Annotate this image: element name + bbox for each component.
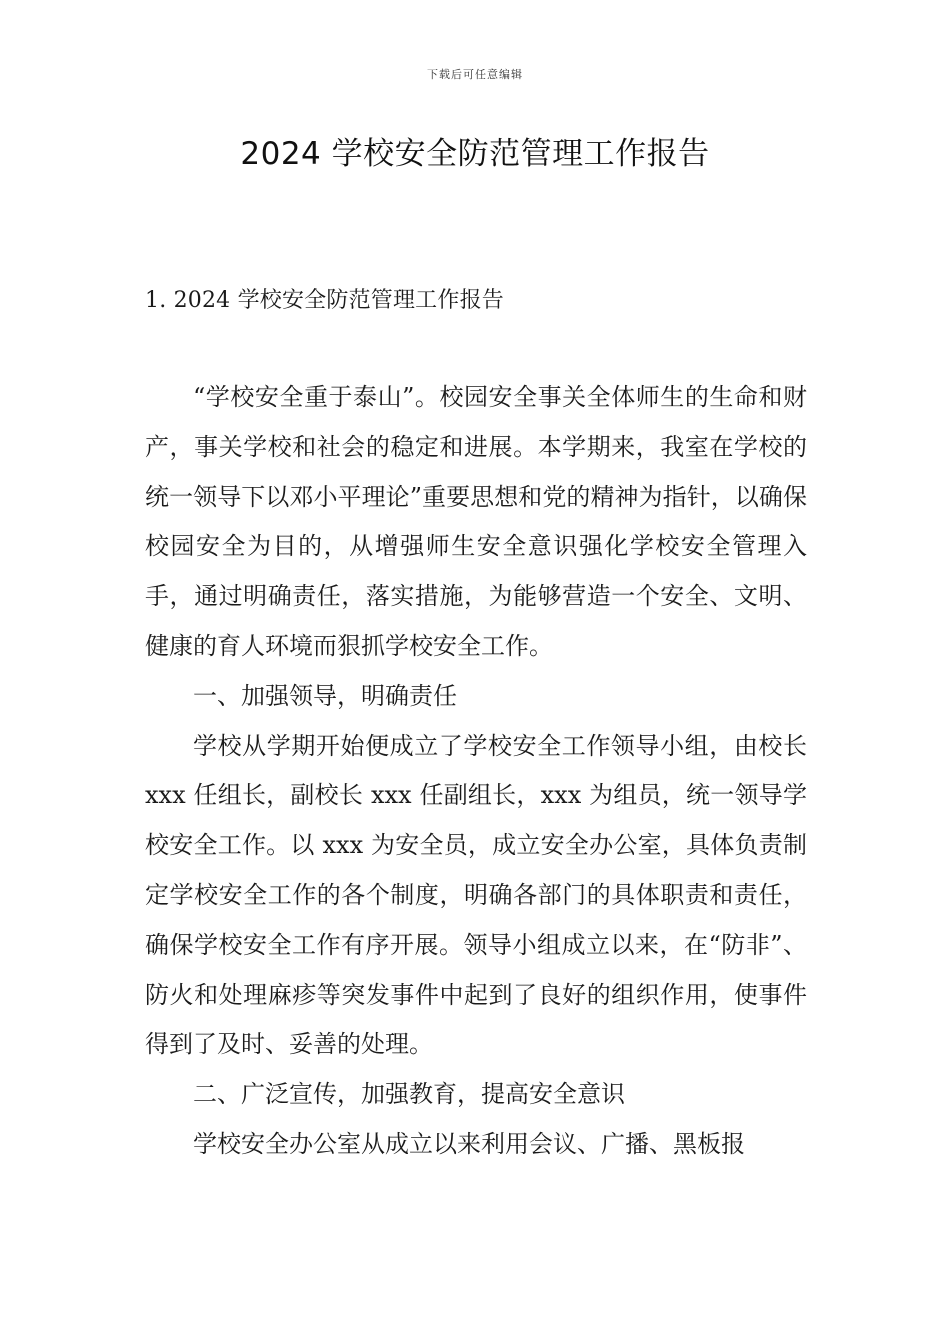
intro-paragraph: “学校安全重于泰山”。校园安全事关全体师生的生命和财产，事关学校和社会的稳定和进展。本学期来，我室在学校的统一领导下以邓小平理论”重要思想和党的精神为指针，以确保校园安全为目的，从增强师生安全意识强化学校安全管理入手，通过明确责任，落实措施，为能够营造一个安全、文明、健康的育人环境而狠抓学校安全工作。 bbox=[145, 383, 807, 660]
subheading-leadership: 一、加强领导，明确责任 bbox=[193, 681, 457, 710]
document-title: 2024 学校安全防范管理工作报告 bbox=[240, 136, 710, 172]
leadership-paragraph: 学校从学期开始便成立了学校安全工作领导小组，由校长 xxx 任组长，副校长 xxx 任副组长，xxx 为组员，统一领导学校安全工作。以 xxx 为安全员，成立安全办公室，具体负责制定学校安全工作的各个制度，明确各部门的具体职责和责任，确保学校安全工作有序开展。领导小组成立以来，在“防非”、防火和处理麻疹等突发事件中起到了良好的组织作用，使事件得到了及时、妥善的处理。 bbox=[145, 731, 807, 1059]
publicity-paragraph: 学校安全办公室从成立以来利用会议、广播、黑板报 bbox=[193, 1129, 745, 1158]
subheading-publicity: 二、广泛宣传，加强教育，提高安全意识 bbox=[193, 1080, 625, 1109]
document-body bbox=[145, 373, 807, 1170]
header-note: 下载后可任意编辑 bbox=[427, 68, 523, 81]
section-heading: 1. 2024 学校安全防范管理工作报告 bbox=[145, 288, 504, 313]
